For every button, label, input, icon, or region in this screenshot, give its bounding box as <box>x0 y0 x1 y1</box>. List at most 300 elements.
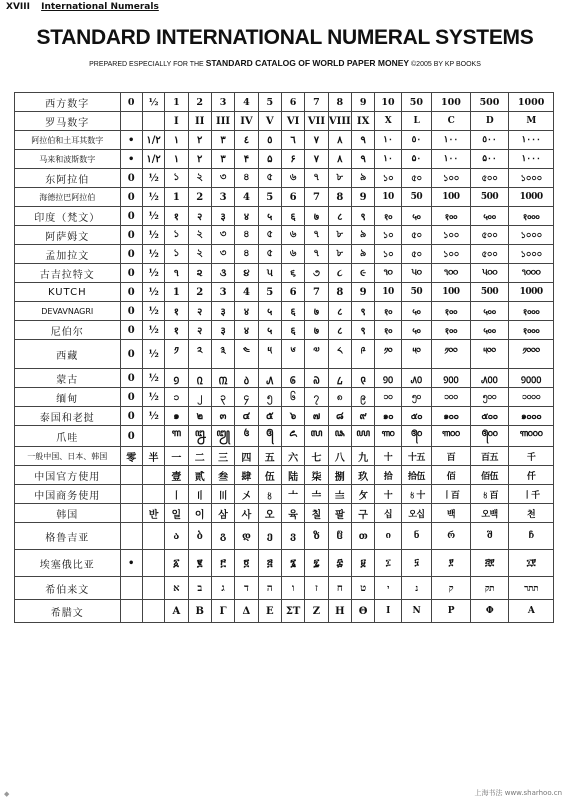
subtitle-suffix: ©2005 BY KP BOOKS <box>411 61 481 68</box>
numeral-cell: 10 <box>375 283 401 302</box>
numeral-cell: Α <box>509 600 554 623</box>
numeral-cell: ৩ <box>211 245 234 264</box>
numeral-cell <box>142 466 164 485</box>
numeral-cell: ༦ <box>281 340 304 369</box>
numeral-cell: I <box>165 112 188 131</box>
numeral-cell: ၁၀ <box>375 388 401 407</box>
numeral-cell: 壹 <box>165 466 188 485</box>
numeral-cell: ½ <box>142 321 164 340</box>
numeral-cell: 千 <box>509 447 554 466</box>
numeral-cell: ૩ <box>211 264 234 283</box>
numeral-cell: 4 <box>235 188 258 207</box>
numeral-cell: ३ <box>211 321 234 340</box>
numeral-cell: ½ <box>142 283 164 302</box>
numeral-cell: ᠔ <box>235 369 258 388</box>
numeral-cell: 0 <box>120 264 142 283</box>
numeral-cell: ༡ <box>165 340 188 369</box>
numeral-cell: 0 <box>120 93 142 112</box>
numeral-cell: 0 <box>120 388 142 407</box>
numeral-cell: ৫০০ <box>470 245 509 264</box>
numeral-cell: ꧑꧐꧐꧐ <box>509 426 554 447</box>
numeral-cell: 〥百 <box>470 485 509 504</box>
numeral-cell: ૧૦૦ <box>432 264 471 283</box>
numeral-cell: II <box>188 112 211 131</box>
numeral-cell <box>142 426 164 447</box>
numeral-cell: ၈ <box>328 388 351 407</box>
numeral-cell: ५ <box>258 321 281 340</box>
numeral-cell: 9 <box>351 283 374 302</box>
numeral-cell: 佰伍 <box>470 466 509 485</box>
numeral-cell: 7 <box>305 283 328 302</box>
numeral-cell: 捌 <box>328 466 351 485</box>
numeral-cell: ৪ <box>235 169 258 188</box>
table-row <box>15 188 554 207</box>
numeral-cell: ૧ <box>165 264 188 283</box>
numeral-cell: ৭ <box>305 245 328 264</box>
numeral-cell: 肆 <box>235 466 258 485</box>
numeral-cell: ᠕᠐᠐ <box>470 369 509 388</box>
numeral-cell: ჩ <box>509 523 554 550</box>
numeral-cell: १०० <box>432 207 471 226</box>
numeral-cell: ৫ <box>258 226 281 245</box>
numeral-cell: 〡 <box>165 485 188 504</box>
numeral-cell: ၉ <box>351 388 374 407</box>
numeral-cell: 十 <box>375 485 401 504</box>
numeral-cell: ٥٠٠ <box>470 131 509 150</box>
table-row <box>15 207 554 226</box>
numeral-cell: 七 <box>305 447 328 466</box>
numeral-cell: ½ <box>142 302 164 321</box>
page-subtitle <box>0 58 570 68</box>
numeral-cell: ૪ <box>235 264 258 283</box>
numeral-cell: 6 <box>281 283 304 302</box>
numeral-cell: ၁ <box>165 388 188 407</box>
row-label: 希腊文 <box>15 600 121 623</box>
numeral-cell: 贰 <box>188 466 211 485</box>
numeral-cell: 육 <box>281 504 304 523</box>
numeral-cell: ק <box>432 577 471 600</box>
numeral-cell: ๖ <box>281 407 304 426</box>
numeral-cell: 4 <box>235 93 258 112</box>
numeral-cell: ٢ <box>188 150 211 169</box>
numeral-cell: 八 <box>328 447 351 466</box>
table-row <box>15 504 554 523</box>
table-row <box>15 245 554 264</box>
numeral-table-body <box>15 93 554 623</box>
numeral-cell: 5 <box>258 283 281 302</box>
subtitle-prefix: PREPARED ESPECIALLY FOR THE <box>89 61 204 68</box>
numeral-cell: ૬ <box>281 264 304 283</box>
row-label: 一般中国、日本、韩国 <box>15 447 121 466</box>
numeral-cell: १० <box>375 321 401 340</box>
row-label: 韩国 <box>15 504 121 523</box>
numeral-cell: ৮ <box>328 245 351 264</box>
numeral-cell: ½ <box>142 264 164 283</box>
numeral-cell: ৮ <box>328 169 351 188</box>
numeral-cell: VIII <box>328 112 351 131</box>
numeral-cell: ꧕ <box>258 426 281 447</box>
numeral-cell: Γ <box>211 600 234 623</box>
numeral-cell: ჱ <box>328 523 351 550</box>
numeral-cell: ᠖ <box>281 369 304 388</box>
numeral-cell: ፲ <box>375 550 401 577</box>
numeral-cell: १००० <box>509 302 554 321</box>
numeral-cell: Δ <box>235 600 258 623</box>
table-row <box>15 150 554 169</box>
numeral-cell: Φ <box>470 600 509 623</box>
numeral-cell: 3 <box>211 93 234 112</box>
row-label: 尼伯尔 <box>15 321 121 340</box>
numeral-cell: ৮ <box>328 226 351 245</box>
numeral-cell <box>120 485 142 504</box>
numeral-cell: D <box>470 112 509 131</box>
numeral-cell: ६ <box>281 321 304 340</box>
table-row <box>15 169 554 188</box>
row-label: 马来和波斯数字 <box>15 150 121 169</box>
numeral-cell: Ζ <box>305 600 328 623</box>
numeral-cell: 九 <box>351 447 374 466</box>
numeral-cell: ۴ <box>235 150 258 169</box>
numeral-cell: ১০০০ <box>509 226 554 245</box>
numeral-cell: ๑๐ <box>375 407 401 426</box>
numeral-cell: 9 <box>351 93 374 112</box>
numeral-cell: ፯ <box>305 550 328 577</box>
numeral-cell: ט <box>351 577 374 600</box>
numeral-cell: 칠 <box>305 504 328 523</box>
numeral-cell: • <box>120 150 142 169</box>
numeral-cell: 삼 <box>211 504 234 523</box>
numeral-cell: 〣 <box>211 485 234 504</box>
numeral-cell: ბ <box>188 523 211 550</box>
numeral-cell <box>120 112 142 131</box>
numeral-cell: ꧗ <box>305 426 328 447</box>
numeral-cell: ٦ <box>281 131 304 150</box>
numeral-cell: Η <box>328 600 351 623</box>
numeral-cell: ١٠٠ <box>432 131 471 150</box>
numeral-cell: 9 <box>351 188 374 207</box>
numeral-cell: ٩ <box>351 150 374 169</box>
numeral-cell: ৬ <box>281 245 304 264</box>
numeral-cell: Θ <box>351 600 374 623</box>
numeral-cell: ๑ <box>165 407 188 426</box>
subtitle-catalog: STANDARD CATALOG OF WORLD PAPER MONEY <box>205 58 410 68</box>
numeral-cell: ৬ <box>281 169 304 188</box>
numeral-cell: ٧ <box>305 150 328 169</box>
table-row <box>15 523 554 550</box>
numeral-cell: ८ <box>328 321 351 340</box>
numeral-cell: 0 <box>120 207 142 226</box>
numeral-cell: 〢 <box>188 485 211 504</box>
row-label: 希伯来文 <box>15 577 121 600</box>
numeral-cell: ७ <box>305 207 328 226</box>
numeral-cell: 〥 <box>258 485 281 504</box>
numeral-cell: ፭ <box>258 550 281 577</box>
numeral-cell: ৪ <box>235 226 258 245</box>
numeral-cell: ꧑꧐꧐ <box>432 426 471 447</box>
numeral-cell: ١/٢ <box>142 131 164 150</box>
numeral-cell: ৫০০ <box>470 169 509 188</box>
numeral-cell: १०० <box>432 321 471 340</box>
numeral-cell: ١ <box>165 131 188 150</box>
numeral-cell: ३ <box>211 207 234 226</box>
numeral-cell: ५० <box>401 321 431 340</box>
numeral-cell: ১০ <box>375 245 401 264</box>
numeral-cell: 일 <box>165 504 188 523</box>
numeral-cell: ১ <box>165 226 188 245</box>
numeral-cell: ۵٠ <box>401 150 431 169</box>
numeral-cell: ९ <box>351 207 374 226</box>
row-label: 海德拉巴阿拉伯 <box>15 188 121 207</box>
numeral-cell: ৯ <box>351 169 374 188</box>
numeral-cell: ᠕ <box>258 369 281 388</box>
numeral-cell: ६ <box>281 302 304 321</box>
numeral-cell: ১০০০ <box>509 169 554 188</box>
numeral-cell: 1 <box>165 93 188 112</box>
numeral-cell: 500 <box>470 283 509 302</box>
numeral-cell: 百 <box>432 447 471 466</box>
numeral-cell: ১ <box>165 169 188 188</box>
numeral-cell: 8 <box>328 93 351 112</box>
numeral-cell: ༨ <box>328 340 351 369</box>
numeral-cell: ნ <box>401 523 431 550</box>
numeral-cell: ᠙ <box>351 369 374 388</box>
numeral-cell: 〧 <box>305 485 328 504</box>
numeral-cell: 1000 <box>509 188 554 207</box>
numeral-cell: ၆ <box>281 388 304 407</box>
numeral-cell: ꧓ <box>211 426 234 447</box>
numeral-cell: 〡千 <box>509 485 554 504</box>
numeral-cell: २ <box>188 321 211 340</box>
numeral-cell: 〡百 <box>432 485 471 504</box>
numeral-cell: १० <box>375 302 401 321</box>
numeral-cell: ၃ <box>211 388 234 407</box>
row-label: 蒙古 <box>15 369 121 388</box>
numeral-cell: ༤ <box>235 340 258 369</box>
numeral-cell: ꧖ <box>281 426 304 447</box>
numeral-cell <box>142 550 164 577</box>
numeral-cell: ፮ <box>281 550 304 577</box>
numeral-cell: 〦 <box>281 485 304 504</box>
numeral-cell: १ <box>165 321 188 340</box>
numeral-cell: ٩ <box>351 131 374 150</box>
numeral-cell: 사 <box>235 504 258 523</box>
numeral-cell: ४ <box>235 321 258 340</box>
page-title: STANDARD INTERNATIONAL NUMERAL SYSTEMS <box>36 26 534 49</box>
numeral-cell: ๓ <box>211 407 234 426</box>
numeral-cell: 2 <box>188 188 211 207</box>
numeral-cell: ১ <box>165 245 188 264</box>
numeral-cell: ½ <box>142 169 164 188</box>
numeral-cell: ৭ <box>305 169 328 188</box>
numeral-cell: 오 <box>258 504 281 523</box>
numeral-cell: 8 <box>328 188 351 207</box>
table-row <box>15 283 554 302</box>
numeral-cell: ח <box>328 577 351 600</box>
numeral-cell: V <box>258 112 281 131</box>
numeral-cell: ᠘ <box>328 369 351 388</box>
numeral-cell: ༡༠ <box>375 340 401 369</box>
numeral-cell: 0 <box>120 169 142 188</box>
numeral-cell: १ <box>165 302 188 321</box>
numeral-cell: ৫০০ <box>470 226 509 245</box>
numeral-cell: 1 <box>165 188 188 207</box>
numeral-cell: • <box>120 550 142 577</box>
numeral-cell: 拾伍 <box>401 466 431 485</box>
numeral-cell: Α <box>165 600 188 623</box>
numeral-cell: ፶ <box>401 550 431 577</box>
numeral-cell: VI <box>281 112 304 131</box>
numeral-cell: ꧕꧐꧐ <box>470 426 509 447</box>
numeral-cell: ז <box>305 577 328 600</box>
watermark: 上海书法 www.sharhoo.cn <box>474 789 562 797</box>
numeral-cell: ५ <box>258 207 281 226</box>
numeral-cell: ১০০০ <box>509 245 554 264</box>
numeral-cell: ๕ <box>258 407 281 426</box>
numeral-cell: ꧙ <box>351 426 374 447</box>
numeral-cell: ३ <box>211 302 234 321</box>
numeral-cell: תק <box>470 577 509 600</box>
numeral-cell: 천 <box>509 504 554 523</box>
numeral-cell: ৩ <box>211 169 234 188</box>
numeral-cell: ๕๐๐ <box>470 407 509 426</box>
row-label: 格鲁吉亚 <box>15 523 121 550</box>
numeral-cell: ፫ <box>211 550 234 577</box>
numeral-cell: ו <box>281 577 304 600</box>
numeral-cell: 十五 <box>401 447 431 466</box>
row-label: 埃塞俄比亚 <box>15 550 121 577</box>
numeral-cell: ١/٢ <box>142 150 164 169</box>
row-label: 阿拉伯和土耳其数字 <box>15 131 121 150</box>
numeral-cell: 1000 <box>509 93 554 112</box>
numeral-cell: 0 <box>120 302 142 321</box>
numeral-cell: ૫ <box>258 264 281 283</box>
numeral-cell: 50 <box>401 188 431 207</box>
numeral-cell: 50 <box>401 93 431 112</box>
numeral-cell <box>142 600 164 623</box>
numeral-cell: 0 <box>120 245 142 264</box>
numeral-cell: ๑๐๐ <box>432 407 471 426</box>
numeral-cell: ፲፻ <box>509 550 554 577</box>
table-row <box>15 93 554 112</box>
table-row <box>15 407 554 426</box>
numeral-cell: ٢ <box>188 131 211 150</box>
numeral-cell: 500 <box>470 93 509 112</box>
numeral-cell: ৫০ <box>401 169 431 188</box>
numeral-cell: Β <box>188 600 211 623</box>
numeral-cell: ၅၀ <box>401 388 431 407</box>
numeral-cell: 十 <box>375 447 401 466</box>
numeral-cell: • <box>120 131 142 150</box>
numeral-cell: ١٠٠٠ <box>509 150 554 169</box>
numeral-cell: 四 <box>235 447 258 466</box>
numeral-cell: ५ <box>258 302 281 321</box>
numeral-cell: ١٠٠ <box>432 150 471 169</box>
numeral-cell: 三 <box>211 447 234 466</box>
numeral-cell: ৫০ <box>401 226 431 245</box>
numeral-cell: ९ <box>351 321 374 340</box>
numeral-cell: ༧ <box>305 340 328 369</box>
numeral-cell: Ν <box>401 600 431 623</box>
numeral-cell: ½ <box>142 188 164 207</box>
table-row <box>15 388 554 407</box>
numeral-cell: ༣ <box>211 340 234 369</box>
numeral-cell <box>120 600 142 623</box>
numeral-cell <box>142 577 164 600</box>
numeral-cell: 2 <box>188 283 211 302</box>
numeral-cell: ๕๐ <box>401 407 431 426</box>
numeral-cell: ვ <box>281 523 304 550</box>
numeral-cell: ג <box>211 577 234 600</box>
numeral-cell: ۵٠٠ <box>470 150 509 169</box>
numeral-cell: ꧘ <box>328 426 351 447</box>
row-label: 缅甸 <box>15 388 121 407</box>
numeral-cell: 7 <box>305 93 328 112</box>
numeral-cell: ૭ <box>305 264 328 283</box>
numeral-cell: ၁၀၀ <box>432 388 471 407</box>
numeral-cell: ༥ <box>258 340 281 369</box>
numeral-cell: 0 <box>120 426 142 447</box>
numeral-cell: ፪ <box>188 550 211 577</box>
numeral-cell: 500 <box>470 188 509 207</box>
table-row <box>15 369 554 388</box>
numeral-cell: ꧒ <box>188 426 211 447</box>
numeral-cell: ๒ <box>188 407 211 426</box>
row-label: 爪哇 <box>15 426 121 447</box>
numeral-cell: 六 <box>281 447 304 466</box>
numeral-cell: ٧ <box>305 131 328 150</box>
numeral-cell: ᠕᠐ <box>401 369 431 388</box>
numeral-cell: ๑๐๐๐ <box>509 407 554 426</box>
numeral-cell: 오십 <box>401 504 431 523</box>
row-label: DEVAVNAGRI <box>15 302 121 321</box>
numeral-cell: 4 <box>235 283 258 302</box>
numeral-cell: ১০০ <box>432 226 471 245</box>
numeral-cell: 1 <box>165 283 188 302</box>
numeral-cell: ½ <box>142 93 164 112</box>
numeral-cell: ৯ <box>351 245 374 264</box>
numeral-cell: რ <box>432 523 471 550</box>
numeral-cell: ১০ <box>375 169 401 188</box>
numeral-cell: תתר <box>509 577 554 600</box>
numeral-cell: 3 <box>211 283 234 302</box>
numeral-cell: ᠒ <box>188 369 211 388</box>
numeral-cell: Ι <box>375 600 401 623</box>
numeral-cell: ૧૦૦૦ <box>509 264 554 283</box>
numeral-cell: ১০০ <box>432 169 471 188</box>
numeral-cell: ე <box>258 523 281 550</box>
numeral-cell: 6 <box>281 188 304 207</box>
table-row <box>15 112 554 131</box>
numeral-cell: 7 <box>305 188 328 207</box>
table-row <box>15 302 554 321</box>
numeral-cell: ७ <box>305 321 328 340</box>
numeral-cell: 0 <box>120 321 142 340</box>
numeral-cell: 零 <box>120 447 142 466</box>
table-row <box>15 485 554 504</box>
numeral-cell: ৯ <box>351 226 374 245</box>
row-label: 古吉拉特文 <box>15 264 121 283</box>
row-label: KUTCH <box>15 283 121 302</box>
numeral-cell <box>142 523 164 550</box>
numeral-cell: ᠑᠐ <box>375 369 401 388</box>
numeral-cell: נ <box>401 577 431 600</box>
numeral-cell: ½ <box>142 207 164 226</box>
table-row <box>15 131 554 150</box>
page-header <box>6 2 159 12</box>
numeral-cell: 0 <box>120 407 142 426</box>
numeral-cell: Ε <box>258 600 281 623</box>
table-row <box>15 340 554 369</box>
